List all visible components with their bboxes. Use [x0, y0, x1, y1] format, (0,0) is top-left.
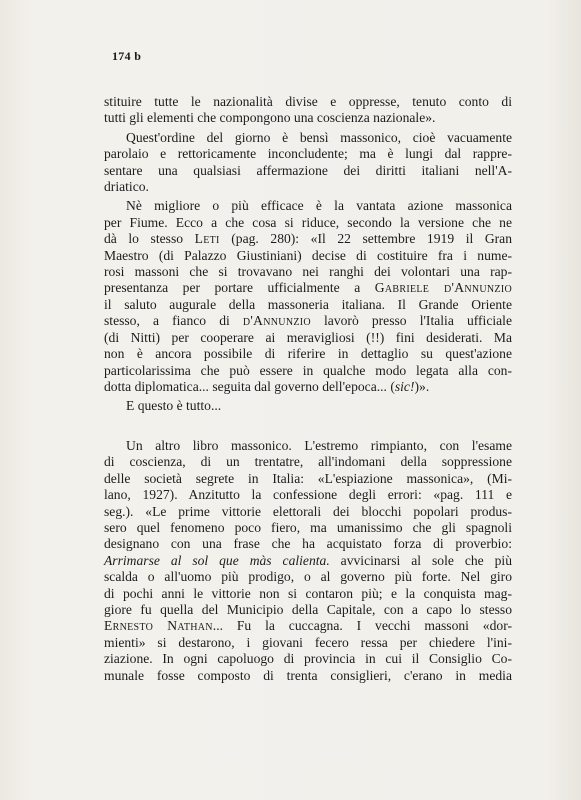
text-line: driatico.	[104, 179, 149, 195]
text-line	[104, 553, 512, 569]
paragraph-continuation	[104, 94, 512, 127]
text-line: di pochi anni le vittorie non si contaron più; e la conquista mag-	[104, 585, 512, 601]
text-block-bottom	[104, 438, 512, 684]
person-name: Gabriele d'Annunzio	[374, 280, 512, 296]
text-line: Maestro (di Palazzo Giustiniani) decise di costituire fra i nume-	[104, 247, 512, 263]
text-line	[104, 313, 512, 329]
italic-run: Arrimarse al sol que màs calienta.	[104, 552, 330, 568]
text-line: ziazione. In ogni capoluogo di provincia in cui il Consiglio Co-	[104, 651, 512, 667]
author-name: Leti	[194, 231, 220, 247]
text-run: lavorò presso l'Italia ufficiale	[310, 313, 512, 329]
person-name: d'Annunzio	[242, 313, 311, 329]
text-line: E questo è tutto...	[126, 398, 222, 414]
person-name: Ernesto Nathan	[104, 618, 213, 634]
text-block-top	[104, 94, 512, 415]
text-line: tutti gli elementi che compongono una coscienza nazionale».	[104, 110, 436, 126]
text-line: scalda o all'uomo più prodigo, o al governo più forte. Nel giro	[104, 569, 512, 585]
text-line: designano con una frase che ha acquistato forza di proverbio:	[104, 536, 512, 552]
text-line: giore fu quella del Municipio della Capitale, con a capo lo stesso	[104, 602, 512, 618]
text-line: Nè migliore o più efficace è la vantata azione massonica	[126, 198, 512, 214]
text-run: (pag. 280): «Il 22 settembre 1919 il Gran	[219, 231, 513, 247]
text-line: particolarissima che può essere in qualche modo legata alla con-	[104, 362, 512, 378]
paragraph-libro-massonico	[104, 438, 512, 684]
paragraph-closing	[104, 398, 512, 414]
text-run: ... Fu la cuccagna. I vecchi massoni «dor-	[212, 618, 512, 634]
text-line: per Fiume. Ecco a che cosa si riduce, secondo la versione che ne	[104, 214, 512, 230]
paragraph-ordine-del-giorno	[104, 130, 512, 196]
text-line	[104, 379, 512, 395]
text-line: di coscienza, di un trentatre, all'indomani della soppressione	[104, 454, 512, 470]
text-line: sero quel fenomeno poco fiero, ma umanissimo che gli spagnoli	[104, 520, 512, 536]
text-run: dotta diplomatica... seguita dal governo dell'epoca... (	[104, 378, 395, 394]
text-line: seg.). «Le prime vittorie elettorali dei blocchi popolari produs-	[104, 503, 512, 519]
text-line: munale fosse composto di trenta consiglieri, c'erano in media	[104, 667, 512, 683]
text-line	[104, 618, 512, 634]
text-line: parolaio e rettoricamente inconcludente; ma è lungi dal rappre-	[104, 146, 512, 162]
text-line: delle società segrete in Italia: «L'espiazione massonica», (Mi-	[104, 470, 512, 486]
text-line: lano, 1927). Anzitutto la confessione degli errori: «pag. 111 e	[104, 487, 512, 503]
text-run: presentanza per portare ufficialmente a	[104, 280, 375, 296]
text-run: dà lo stesso	[104, 231, 195, 247]
text-line: il saluto augurale della massoneria italiana. Il Grande Oriente	[104, 296, 512, 312]
text-line	[104, 280, 512, 296]
italic-run: sic!	[394, 378, 415, 394]
text-run: stesso, a fianco di	[104, 313, 243, 329]
text-run: )».	[414, 378, 430, 394]
text-line: stituire tutte le nazionalità divise e oppresse, tenuto conto di	[104, 94, 512, 109]
text-line: Un altro libro massonico. L'estremo rimpianto, con l'esame	[126, 438, 512, 453]
text-line	[104, 231, 512, 247]
text-line: sentare una qualsiasi affermazione dei diritti italiani nell'A-	[104, 162, 512, 178]
text-line: rosi massoni che si trovavano nei ranghi dei volontari una rap-	[104, 264, 512, 280]
text-line: non è ancora possibile di riferire in dettaglio su quest'azione	[104, 346, 512, 362]
text-line: Quest'ordine del giorno è bensì massonico, cioè vacuamente	[126, 129, 512, 145]
text-run: avvicinarsi al sole che più	[329, 552, 512, 568]
paragraph-fiume	[104, 198, 512, 395]
text-line: (di Nitti) per cooperare ai meravigliosi (!!) fini desiderati. Ma	[104, 329, 512, 345]
page-number: 174 b	[112, 49, 142, 63]
text-line: mienti» si destarono, i giovani fecero ressa per chiedere l'ini-	[104, 634, 512, 650]
